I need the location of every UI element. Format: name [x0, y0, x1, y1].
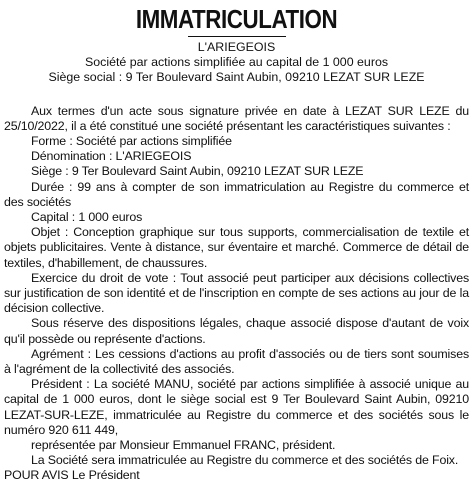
paragraph-vote: Exercice du droit de vote : Tout associé peut participer aux décisions collectives sur justification de son identité et de l'inscription en compte de ses actions au jour de la décision collective.	[4, 270, 469, 316]
company-form: Société par actions simplifiée au capital de 1 000 euros	[84, 55, 389, 70]
company-header	[4, 40, 469, 86]
company-seat: Siège social : 9 Ter Boulevard Saint Aubin, 09210 LEZAT SUR LEZE	[48, 70, 425, 85]
paragraph-duree: Durée : 99 ans à compter de son immatriculation au Registre du commerce et des sociétés	[4, 179, 469, 209]
paragraph-capital: Capital : 1 000 euros	[31, 210, 143, 225]
paragraph-voix: Sous réserve des dispositions légales, chaque associé dispose d'autant de voix qu'il possède ou représente d'actions.	[4, 316, 469, 346]
paragraph-forme: Forme : Société par actions simplifiée	[31, 134, 232, 149]
paragraph-representation: représentée par Monsieur Emmanuel FRANC, président.	[31, 438, 336, 453]
company-name: L'ARIEGEOIS	[197, 40, 276, 54]
paragraph-objet: Objet : Conception graphique sur tous supports, commercialisation de textile et objets publicitaires. Vente à distance, sur éventaire et marché. Commerce de détail de textiles, d'habillement, de chaussures.	[4, 225, 469, 270]
paragraph-signature: POUR AVIS Le Président	[4, 468, 140, 483]
notice-title: IMMATRICULATION	[135, 4, 338, 34]
paragraph-agrement: Agrément : Les cessions d'actions au profit d'associés ou de tiers sont soumises à l'agrément de la collectivité des associés.	[4, 346, 469, 377]
paragraph-denomination: Dénomination : L'ARIEGEOIS	[31, 149, 192, 164]
paragraph-registre: La Société sera immatriculée au Registre du commerce et des sociétés de Foix.	[31, 453, 459, 468]
title-divider	[188, 36, 286, 37]
notice-body	[4, 104, 469, 484]
paragraph-siege: Siège : 9 Ter Boulevard Saint Aubin, 09210 LEZAT SUR LEZE	[31, 164, 364, 179]
paragraph-president: Président : La société MANU, société par actions simplifiée à associé unique au capital de 1 000 euros, dont le siège social est 9 Ter Boulevard Saint Aubin, 09210 LEZAT-SUR-LEZE, immatriculée au Registre du commerce et des sociétés sous le numéro 920 611 449,	[4, 377, 469, 437]
paragraph-intro: Aux termes d'un acte sous signature privée en date à LEZAT SUR LEZE du 25/10/2022, il a été constitué une société présentant les caractéristiques suivantes :	[4, 103, 469, 133]
